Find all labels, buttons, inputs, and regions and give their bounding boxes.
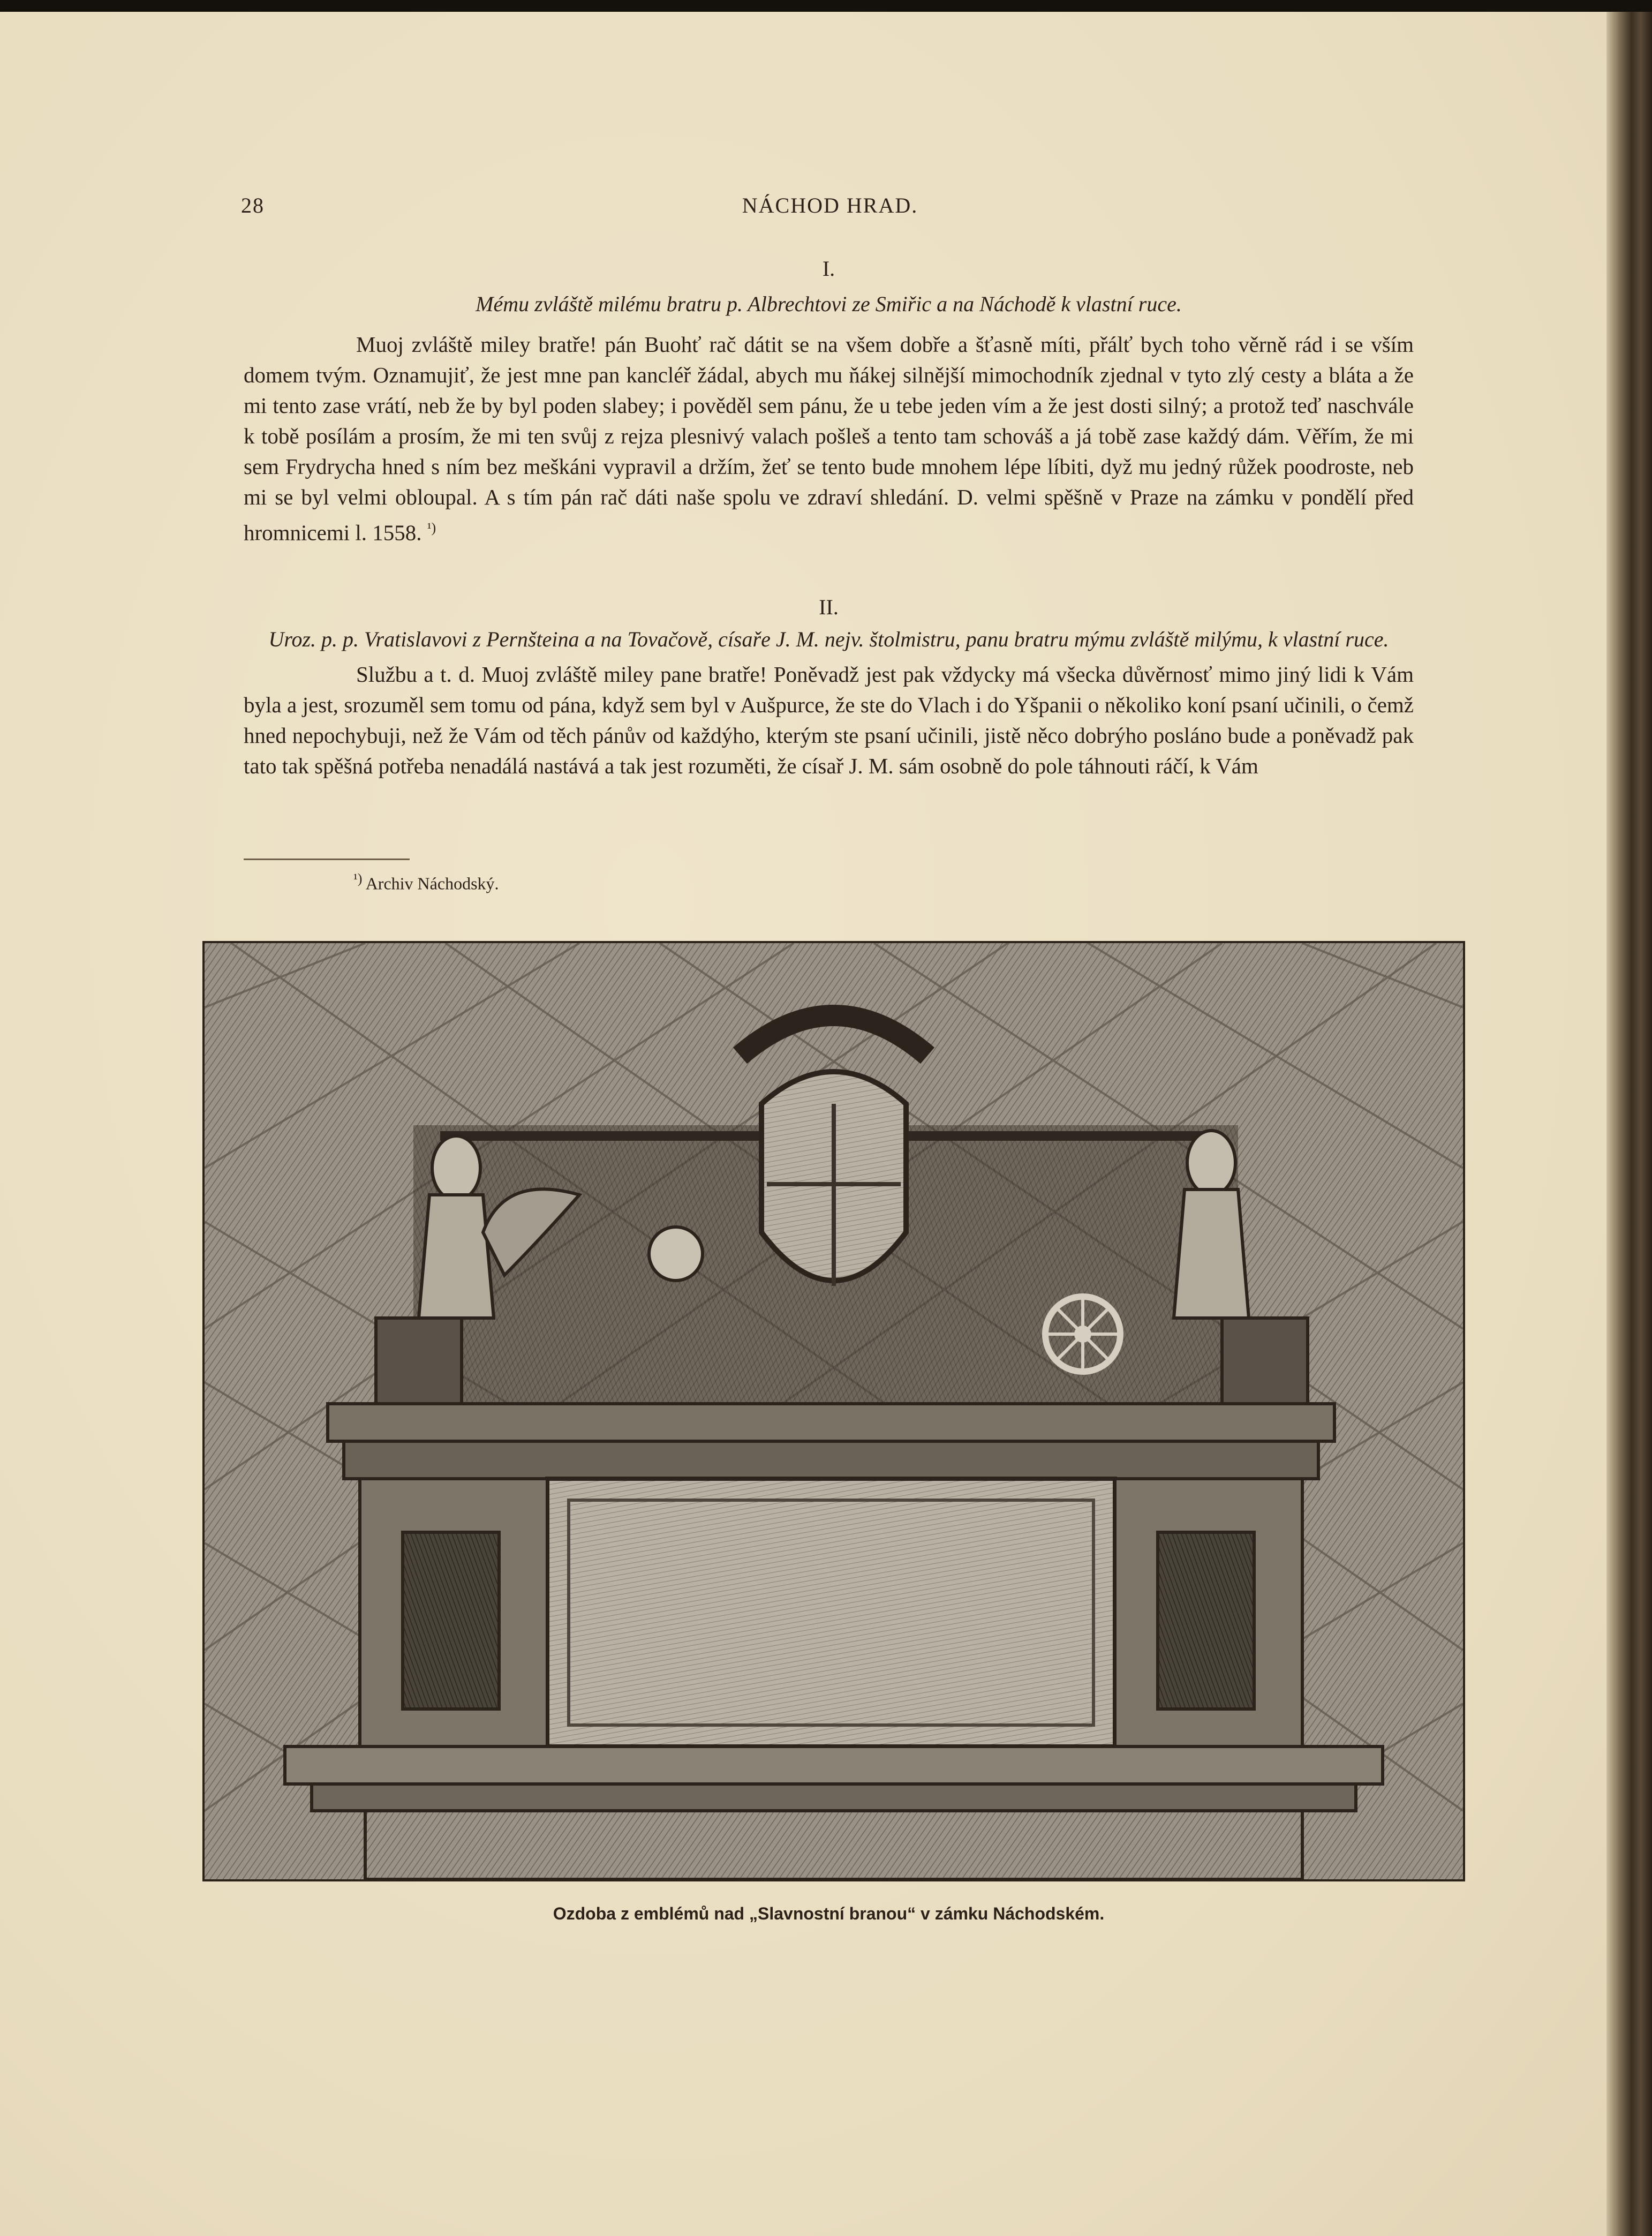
letter-address: Mému zvláště milému bratru p. Albrechtovi ze Smiřic a na Náchodě k vlastní ruce.	[476, 292, 1182, 316]
letter-numeral: II.	[819, 595, 839, 619]
letter-2	[244, 594, 1414, 781]
figure-caption: Ozdoba z emblémů nad „Slavnostní branou“ v zámku Náchodském.	[553, 1904, 1105, 1923]
book-spine	[1606, 12, 1652, 2236]
engraving-illustration	[202, 941, 1465, 1881]
footnote-marker: ¹)	[353, 871, 363, 886]
footnote	[353, 871, 499, 894]
running-title: NÁCHOD HRAD.	[742, 193, 918, 217]
scan-top-edge	[0, 0, 1652, 12]
footnote-reference: ¹)	[427, 520, 436, 536]
letter-body	[244, 329, 1414, 548]
footnote-divider	[244, 859, 410, 860]
letter-body: Službu a t. d. Muoj zvláště miley pane bratře! Poněvadž jest pak vždycky má všecka důvěrnosť mimo jiný lidi k Vám byla a jest, srozuměl sem tomu od pána, když sem byl v Aušpurce, že ste do Vlach i do Yšpanii o několiko koní psaní učinili, o čemž hned nepochybuji, než že Vám od těch pánův od každýho, kterým ste psaní učinili, jistě něco dobrýho posláno bude a poněvadž pak tato tak spěšná potřeba nenadálá nastává a tak jest rozuměti, že císař J. M. sám osobně do pole táhnouti ráčí, k Vám	[244, 662, 1414, 778]
letter-numeral: I.	[822, 257, 835, 281]
letter-body-text: Muoj zvláště miley bratře! pán Buohť rač dátit se na všem dobře a šťasně míti, přálť bych toho věrně rád i se vším domem tvým. Oznamujiť, že jest mne pan kancléř žádal, abych mu ňákej silnější mimochodník zjednal v tyto zlý cesty a bláta a že mi tento zase vrátí, neb že by byl poden slabey; i pověděl sem pánu, že u tebe jeden vím a že jest dosti silný; a protož teď naschvále k tobě posílám a prosím, že mi ten svůj z rejza plesnivý valach pošleš a tento tam schováš a já tobě zase každý dám. Věřím, že mi sem Frydrycha hned s ním bez meškáni vypravil a držím, žeť se tento bude mnohem lépe líbiti, dyž mu jedný růžek poodroste, neb mi se byl velmi obloupal. A s tím pán rač dáti naše spolu ve zdraví shledání. D. velmi spěšně v Praze na zámku v pondělí před hromnicemi l. 1558.	[244, 332, 1414, 545]
carved-fireplace-icon	[205, 943, 1463, 1879]
page-number: 28	[241, 193, 265, 217]
letter-1	[244, 256, 1414, 548]
letter-address: Uroz. p. p. Vratislavovi z Pernšteina a na Tovačově, císaře J. M. nejv. štolmistru, panu bratru mýmu zvláště milýmu, k vlastní ruce.	[268, 627, 1389, 651]
footnote-text: Archiv Náchodský.	[365, 874, 499, 893]
page-header	[241, 193, 1419, 225]
